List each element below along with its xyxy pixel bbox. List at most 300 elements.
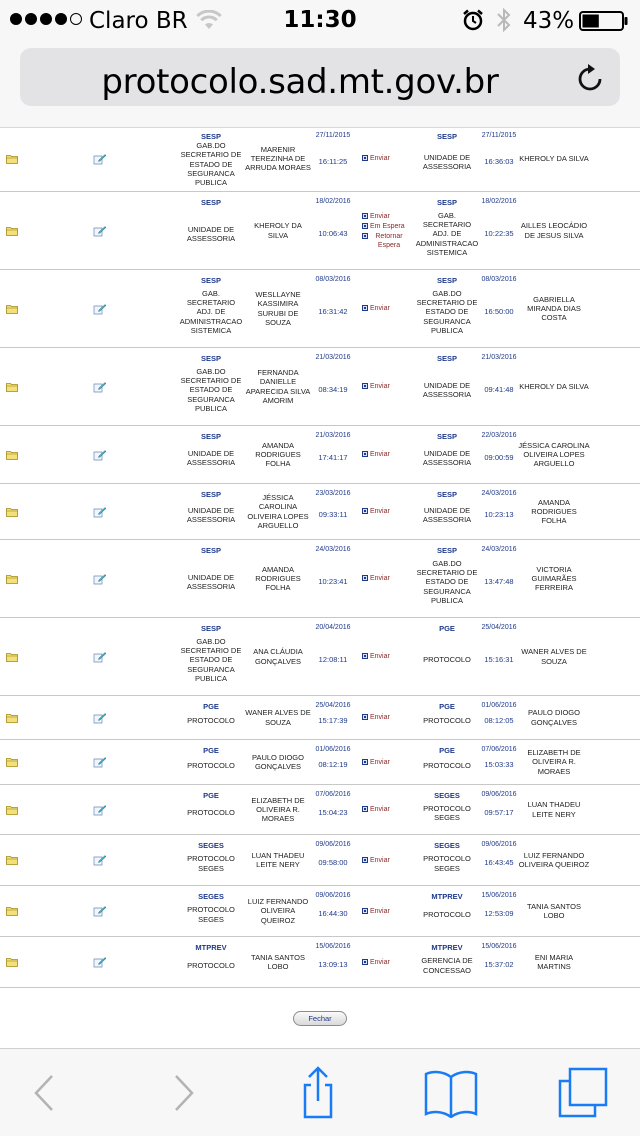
folder-icon[interactable] bbox=[6, 450, 18, 460]
destination-org-cell bbox=[414, 937, 480, 987]
edit-button[interactable] bbox=[88, 937, 112, 987]
origin-org-code: SEGES bbox=[198, 841, 224, 850]
edit-button[interactable] bbox=[88, 785, 112, 834]
edit-button[interactable] bbox=[88, 740, 112, 784]
destination-date: 24/03/2016 bbox=[481, 490, 517, 497]
actions-cell bbox=[362, 540, 412, 617]
destination-user-cell bbox=[518, 618, 590, 695]
origin-org-code: SESP bbox=[200, 546, 221, 555]
origin-time: 09:58:00 bbox=[318, 858, 348, 867]
action-checkbox-icon[interactable] bbox=[362, 155, 368, 161]
edit-icon[interactable] bbox=[93, 381, 107, 393]
origin-org-code: PGE bbox=[203, 702, 219, 711]
bookmarks-icon bbox=[423, 1068, 479, 1118]
table-row bbox=[0, 618, 640, 696]
origin-org-cell bbox=[178, 484, 244, 539]
destination-user-name: VICTORIA GUIMARÃES FERREIRA bbox=[531, 564, 577, 593]
destination-org-name: UNIDADE DE ASSESSORIA bbox=[422, 505, 472, 524]
edit-button[interactable] bbox=[88, 426, 112, 483]
destination-time: 16:36:03 bbox=[484, 156, 514, 166]
origin-date: 20/04/2016 bbox=[315, 624, 351, 631]
open-folder-button[interactable] bbox=[2, 192, 22, 269]
folder-icon[interactable] bbox=[6, 906, 18, 916]
origin-user-cell bbox=[244, 540, 312, 617]
open-folder-button[interactable] bbox=[2, 740, 22, 784]
edit-button[interactable] bbox=[88, 886, 112, 936]
action-checkbox-icon[interactable] bbox=[362, 908, 368, 914]
destination-org-name: PROTOCOLO bbox=[423, 760, 471, 770]
destination-datetime-cell bbox=[478, 348, 520, 425]
protocol-history-table bbox=[0, 128, 640, 1048]
action-checkbox-icon[interactable] bbox=[362, 233, 368, 239]
destination-org-name: UNIDADE DE ASSESSORIA bbox=[422, 448, 472, 467]
open-folder-button[interactable] bbox=[2, 540, 22, 617]
url-text[interactable]: protocolo.sad.mt.gov.br bbox=[101, 62, 499, 102]
origin-org-name: UNIDADE DE ASSESSORIA bbox=[186, 572, 236, 591]
origin-time: 16:11:25 bbox=[318, 156, 348, 166]
action-link[interactable]: Enviar bbox=[362, 304, 390, 313]
destination-datetime-cell bbox=[478, 426, 520, 483]
origin-user-cell bbox=[244, 937, 312, 987]
action-link[interactable]: Enviar bbox=[362, 856, 390, 865]
table-row bbox=[0, 937, 640, 988]
destination-datetime-cell bbox=[478, 696, 520, 739]
origin-org-cell bbox=[178, 348, 244, 425]
destination-date: 22/03/2016 bbox=[481, 432, 517, 439]
destination-org-name: PROTOCOLO bbox=[423, 655, 471, 665]
origin-datetime-cell bbox=[310, 937, 356, 987]
table-row bbox=[0, 740, 640, 785]
origin-org-code: SESP bbox=[200, 132, 221, 141]
destination-datetime-cell bbox=[478, 835, 520, 885]
origin-user-cell bbox=[244, 886, 312, 936]
action-checkbox-icon[interactable] bbox=[362, 305, 368, 311]
destination-user-name: TANIA SANTOS LOBO bbox=[527, 901, 581, 920]
origin-org-name: PROTOCOLO bbox=[187, 960, 235, 970]
actions-cell bbox=[362, 128, 412, 191]
origin-org-name: PROTOCOLO bbox=[187, 716, 235, 726]
origin-datetime-cell bbox=[310, 835, 356, 885]
action-link[interactable]: Enviar bbox=[362, 507, 390, 516]
origin-datetime-cell bbox=[310, 618, 356, 695]
destination-org-cell bbox=[414, 192, 480, 269]
destination-datetime-cell bbox=[478, 785, 520, 834]
destination-user-name: AILLES LEOCÁDIO DE JESUS SILVA bbox=[520, 221, 588, 240]
origin-date: 18/02/2016 bbox=[315, 198, 351, 205]
origin-time: 09:33:11 bbox=[318, 509, 348, 519]
edit-icon[interactable] bbox=[93, 756, 107, 768]
action-link[interactable]: Enviar bbox=[362, 958, 390, 967]
destination-time: 15:37:02 bbox=[484, 960, 514, 969]
destination-user-name: JÉSSICA CAROLINA OLIVEIRA LOPES ARGUELLO bbox=[518, 440, 590, 469]
origin-date: 08/03/2016 bbox=[315, 276, 351, 283]
destination-time: 15:16:31 bbox=[484, 654, 514, 664]
action-checkbox-icon[interactable] bbox=[362, 759, 368, 765]
origin-user-name: ANA CLÁUDIA GONÇALVES bbox=[253, 647, 303, 666]
folder-icon[interactable] bbox=[6, 154, 18, 164]
origin-org-name: PROTOCOLO bbox=[187, 808, 235, 818]
destination-datetime-cell bbox=[478, 886, 520, 936]
origin-datetime-cell bbox=[310, 696, 356, 739]
destination-org-code: MTPREV bbox=[431, 892, 463, 901]
page-content bbox=[0, 128, 640, 1048]
browser-address-bar bbox=[0, 40, 640, 128]
edit-icon[interactable] bbox=[93, 506, 107, 518]
destination-user-cell bbox=[518, 270, 590, 347]
destination-org-code: SESP bbox=[436, 354, 457, 363]
origin-org-cell bbox=[178, 128, 244, 191]
url-field[interactable] bbox=[20, 48, 620, 106]
destination-user-cell bbox=[518, 348, 590, 425]
origin-time: 15:17:39 bbox=[318, 715, 348, 725]
action-link[interactable]: Enviar bbox=[362, 154, 390, 163]
origin-org-name: GAB.DO SECRETARIO DE ESTADO DE SEGURANCA PUBLICA bbox=[180, 366, 242, 413]
destination-datetime-cell bbox=[478, 128, 520, 191]
actions-cell bbox=[362, 740, 412, 784]
table-footer bbox=[0, 988, 640, 1048]
origin-user-cell bbox=[244, 270, 312, 347]
bluetooth-icon bbox=[496, 7, 512, 33]
origin-date: 15/06/2016 bbox=[315, 943, 351, 950]
destination-datetime-cell bbox=[478, 540, 520, 617]
destination-time: 09:00:59 bbox=[484, 452, 514, 462]
action-link[interactable]: Enviar bbox=[362, 652, 390, 661]
origin-org-name: GAB.DO SECRETARIO DE ESTADO DE SEGURANCA PUBLICA bbox=[180, 636, 242, 683]
origin-user-cell bbox=[244, 348, 312, 425]
origin-datetime-cell bbox=[310, 426, 356, 483]
origin-org-name: UNIDADE DE ASSESSORIA bbox=[186, 224, 236, 243]
destination-datetime-cell bbox=[478, 192, 520, 269]
destination-org-cell bbox=[414, 696, 480, 739]
destination-datetime-cell bbox=[478, 618, 520, 695]
destination-org-cell bbox=[414, 835, 480, 885]
table-row bbox=[0, 835, 640, 886]
actions-cell bbox=[362, 835, 412, 885]
origin-org-cell bbox=[178, 937, 244, 987]
open-folder-button[interactable] bbox=[2, 618, 22, 695]
edit-icon[interactable] bbox=[93, 804, 107, 816]
origin-org-cell bbox=[178, 785, 244, 834]
destination-time: 08:12:05 bbox=[484, 715, 514, 725]
origin-user-cell bbox=[244, 740, 312, 784]
origin-date: 23/03/2016 bbox=[315, 490, 351, 497]
origin-user-name: LUIZ FERNANDO OLIVEIRA QUEIROZ bbox=[247, 897, 309, 925]
destination-time: 16:43:45 bbox=[484, 858, 514, 867]
destination-time: 09:41:48 bbox=[484, 384, 514, 394]
destination-date: 25/04/2016 bbox=[481, 624, 517, 631]
destination-date: 07/06/2016 bbox=[481, 746, 517, 753]
origin-time: 08:12:19 bbox=[318, 760, 348, 769]
origin-org-name: UNIDADE DE ASSESSORIA bbox=[186, 448, 236, 467]
origin-org-code: SESP bbox=[200, 432, 221, 441]
destination-date: 09/06/2016 bbox=[481, 791, 517, 798]
table-row bbox=[0, 540, 640, 618]
edit-icon[interactable] bbox=[93, 573, 107, 585]
origin-org-cell bbox=[178, 740, 244, 784]
origin-user-cell bbox=[244, 192, 312, 269]
origin-date: 01/06/2016 bbox=[315, 746, 351, 753]
destination-org-cell bbox=[414, 540, 480, 617]
open-folder-button[interactable] bbox=[2, 128, 22, 191]
origin-user-cell bbox=[244, 696, 312, 739]
open-folder-button[interactable] bbox=[2, 886, 22, 936]
edit-button[interactable] bbox=[88, 540, 112, 617]
origin-user-name: FERNANDA DANIELLE APARECIDA SILVA AMORIM bbox=[245, 367, 311, 405]
edit-icon[interactable] bbox=[93, 449, 107, 461]
action-link[interactable]: Enviar bbox=[362, 212, 408, 221]
edit-button[interactable] bbox=[88, 835, 112, 885]
origin-datetime-cell bbox=[310, 270, 356, 347]
share-icon bbox=[297, 1065, 339, 1121]
destination-org-code: SESP bbox=[436, 490, 457, 499]
destination-date: 27/11/2015 bbox=[481, 132, 517, 139]
destination-org-name: PROTOCOLO SEGES bbox=[423, 803, 471, 822]
destination-org-name: GAB.DO SECRETARIO DE ESTADO DE SEGURANCA PUBLICA bbox=[416, 558, 478, 605]
destination-org-cell bbox=[414, 484, 480, 539]
edit-icon[interactable] bbox=[93, 905, 107, 917]
edit-icon[interactable] bbox=[93, 956, 107, 968]
origin-time: 16:44:30 bbox=[318, 909, 348, 918]
open-folder-button[interactable] bbox=[2, 426, 22, 483]
action-link[interactable]: Retornar Espera bbox=[362, 232, 408, 250]
actions-cell bbox=[362, 618, 412, 695]
destination-user-cell bbox=[518, 886, 590, 936]
origin-org-code: SESP bbox=[200, 276, 221, 285]
origin-user-cell bbox=[244, 128, 312, 191]
reload-icon[interactable] bbox=[576, 62, 606, 94]
edit-icon[interactable] bbox=[93, 303, 107, 315]
browser-toolbar bbox=[0, 1048, 640, 1136]
origin-user-name: AMANDA RODRIGUES FOLHA bbox=[255, 440, 301, 469]
open-folder-button[interactable] bbox=[2, 696, 22, 739]
action-link[interactable]: Enviar bbox=[362, 758, 390, 767]
folder-icon[interactable] bbox=[6, 757, 18, 767]
origin-date: 21/03/2016 bbox=[315, 354, 351, 361]
destination-date: 18/02/2016 bbox=[481, 198, 517, 205]
action-checkbox-icon[interactable] bbox=[362, 213, 368, 219]
destination-org-name: PROTOCOLO bbox=[423, 716, 471, 726]
origin-user-name: WESLLAYNE KASSIMIRA SURUBI DE SOUZA bbox=[255, 289, 301, 327]
status-bar bbox=[0, 0, 640, 40]
destination-user-name: AMANDA RODRIGUES FOLHA bbox=[531, 497, 577, 526]
back-button[interactable] bbox=[20, 1049, 68, 1136]
edit-button[interactable] bbox=[88, 484, 112, 539]
destination-date: 15/06/2016 bbox=[481, 892, 517, 899]
destination-org-code: SESP bbox=[436, 546, 457, 555]
battery-icon bbox=[579, 11, 629, 31]
origin-datetime-cell bbox=[310, 785, 356, 834]
origin-date: 25/04/2016 bbox=[315, 702, 351, 709]
action-link[interactable]: Enviar bbox=[362, 713, 390, 722]
destination-org-code: PGE bbox=[439, 746, 455, 755]
destination-user-name: ELIZABETH DE OLIVEIRA R. MORAES bbox=[527, 748, 581, 776]
destination-datetime-cell bbox=[478, 484, 520, 539]
action-link[interactable]: Enviar bbox=[362, 907, 390, 916]
destination-user-cell bbox=[518, 937, 590, 987]
actions-cell bbox=[362, 886, 412, 936]
action-checkbox-icon[interactable] bbox=[362, 508, 368, 514]
open-folder-button[interactable] bbox=[2, 937, 22, 987]
folder-icon[interactable] bbox=[6, 304, 18, 314]
destination-user-name: LUAN THADEU LEITE NERY bbox=[527, 800, 581, 819]
edit-icon[interactable] bbox=[93, 225, 107, 237]
destination-time: 10:23:13 bbox=[484, 509, 514, 519]
table-row bbox=[0, 484, 640, 540]
origin-org-code: SESP bbox=[200, 490, 221, 499]
edit-button[interactable] bbox=[88, 348, 112, 425]
action-link[interactable]: Enviar bbox=[362, 805, 390, 814]
edit-button[interactable] bbox=[88, 696, 112, 739]
folder-icon[interactable] bbox=[6, 652, 18, 662]
share-button[interactable] bbox=[292, 1049, 344, 1136]
origin-date: 24/03/2016 bbox=[315, 546, 351, 553]
forward-button[interactable] bbox=[160, 1049, 208, 1136]
origin-datetime-cell bbox=[310, 540, 356, 617]
open-folder-button[interactable] bbox=[2, 270, 22, 347]
origin-time: 13:09:13 bbox=[318, 960, 348, 969]
origin-datetime-cell bbox=[310, 348, 356, 425]
destination-user-cell bbox=[518, 192, 590, 269]
origin-time: 10:06:43 bbox=[318, 228, 348, 238]
destination-user-cell bbox=[518, 540, 590, 617]
origin-user-cell bbox=[244, 484, 312, 539]
origin-org-code: SESP bbox=[200, 354, 221, 363]
action-checkbox-icon[interactable] bbox=[362, 714, 368, 720]
origin-user-cell bbox=[244, 835, 312, 885]
tabs-icon bbox=[556, 1066, 610, 1120]
destination-org-cell bbox=[414, 128, 480, 191]
action-link[interactable]: Em Espera bbox=[362, 222, 408, 231]
origin-time: 12:08:11 bbox=[318, 654, 348, 664]
destination-datetime-cell bbox=[478, 270, 520, 347]
origin-user-name: WANER ALVES DE SOUZA bbox=[245, 708, 311, 727]
destination-org-code: SEGES bbox=[434, 841, 460, 850]
edit-button[interactable] bbox=[88, 270, 112, 347]
origin-time: 10:23:41 bbox=[318, 576, 348, 586]
destination-org-code: SESP bbox=[436, 432, 457, 441]
destination-org-name: PROTOCOLO bbox=[423, 909, 471, 919]
tabs-button[interactable] bbox=[552, 1049, 614, 1136]
clock: 11:30 bbox=[283, 7, 357, 33]
origin-org-code: MTPREV bbox=[195, 943, 227, 952]
edit-icon[interactable] bbox=[93, 712, 107, 724]
alarm-icon bbox=[462, 9, 484, 31]
destination-user-cell bbox=[518, 740, 590, 784]
open-folder-button[interactable] bbox=[2, 785, 22, 834]
origin-time: 08:34:19 bbox=[318, 384, 348, 394]
origin-datetime-cell bbox=[310, 484, 356, 539]
action-checkbox-icon[interactable] bbox=[362, 575, 368, 581]
destination-user-cell bbox=[518, 696, 590, 739]
folder-icon[interactable] bbox=[6, 855, 18, 865]
action-checkbox-icon[interactable] bbox=[362, 857, 368, 863]
origin-datetime-cell bbox=[310, 740, 356, 784]
origin-user-cell bbox=[244, 426, 312, 483]
destination-org-name: GAB.DO SECRETARIO DE ESTADO DE SEGURANCA PUBLICA bbox=[416, 288, 478, 335]
origin-org-name: PROTOCOLO SEGES bbox=[187, 854, 235, 873]
origin-time: 17:41:17 bbox=[318, 452, 348, 462]
folder-icon[interactable] bbox=[6, 574, 18, 584]
destination-user-cell bbox=[518, 484, 590, 539]
table-row bbox=[0, 785, 640, 835]
destination-user-name: KHEROLY DA SILVA bbox=[519, 153, 589, 163]
open-folder-button[interactable] bbox=[2, 348, 22, 425]
edit-button[interactable] bbox=[88, 192, 112, 269]
table-row bbox=[0, 348, 640, 426]
destination-datetime-cell bbox=[478, 740, 520, 784]
action-link[interactable]: Enviar bbox=[362, 382, 390, 391]
edit-button[interactable] bbox=[88, 128, 112, 191]
actions-cell bbox=[362, 192, 412, 269]
origin-org-code: PGE bbox=[203, 746, 219, 755]
action-link[interactable]: Enviar bbox=[362, 450, 390, 459]
origin-user-name: ELIZABETH DE OLIVEIRA R. MORAES bbox=[251, 795, 305, 824]
folder-icon[interactable] bbox=[6, 957, 18, 967]
destination-org-cell bbox=[414, 785, 480, 834]
origin-org-code: SESP bbox=[200, 198, 221, 207]
destination-user-cell bbox=[518, 128, 590, 191]
destination-date: 24/03/2016 bbox=[481, 546, 517, 553]
carrier-name: Claro BR bbox=[89, 8, 188, 34]
origin-user-name: JÉSSICA CAROLINA OLIVEIRA LOPES ARGUELLO bbox=[247, 492, 309, 530]
open-folder-button[interactable] bbox=[2, 484, 22, 539]
origin-org-cell bbox=[178, 270, 244, 347]
close-button[interactable]: Fechar bbox=[293, 1011, 346, 1026]
edit-icon[interactable] bbox=[93, 651, 107, 663]
action-checkbox-icon[interactable] bbox=[362, 653, 368, 659]
destination-org-cell bbox=[414, 618, 480, 695]
destination-time: 09:57:17 bbox=[484, 807, 514, 817]
open-folder-button[interactable] bbox=[2, 835, 22, 885]
action-checkbox-icon[interactable] bbox=[362, 959, 368, 965]
action-link[interactable]: Enviar bbox=[362, 574, 390, 583]
origin-datetime-cell bbox=[310, 192, 356, 269]
edit-icon[interactable] bbox=[93, 153, 107, 165]
edit-button[interactable] bbox=[88, 618, 112, 695]
destination-user-cell bbox=[518, 785, 590, 834]
folder-icon[interactable] bbox=[6, 382, 18, 392]
origin-org-cell bbox=[178, 835, 244, 885]
folder-icon[interactable] bbox=[6, 507, 18, 517]
action-checkbox-icon[interactable] bbox=[362, 451, 368, 457]
origin-user-name: AMANDA RODRIGUES FOLHA bbox=[255, 564, 301, 593]
origin-org-cell bbox=[178, 540, 244, 617]
destination-user-name: KHEROLY DA SILVA bbox=[519, 381, 589, 391]
origin-org-cell bbox=[178, 426, 244, 483]
destination-date: 15/06/2016 bbox=[481, 943, 517, 950]
destination-org-code: PGE bbox=[439, 624, 455, 633]
destination-time: 15:03:33 bbox=[484, 760, 514, 769]
folder-icon[interactable] bbox=[6, 805, 18, 815]
table-row bbox=[0, 192, 640, 270]
origin-date: 07/06/2016 bbox=[315, 791, 351, 798]
action-checkbox-icon[interactable] bbox=[362, 806, 368, 812]
table-row bbox=[0, 886, 640, 937]
destination-time: 10:22:35 bbox=[484, 228, 514, 238]
edit-icon[interactable] bbox=[93, 854, 107, 866]
origin-user-name: KHEROLY DA SILVA bbox=[254, 221, 302, 240]
destination-org-code: MTPREV bbox=[431, 943, 463, 952]
destination-org-cell bbox=[414, 270, 480, 347]
action-checkbox-icon[interactable] bbox=[362, 223, 368, 229]
destination-org-cell bbox=[414, 348, 480, 425]
folder-icon[interactable] bbox=[6, 226, 18, 236]
origin-org-code: SESP bbox=[200, 624, 221, 633]
bookmarks-button[interactable] bbox=[420, 1049, 482, 1136]
action-checkbox-icon[interactable] bbox=[362, 383, 368, 389]
folder-icon[interactable] bbox=[6, 713, 18, 723]
destination-user-name: LUIZ FERNANDO OLIVEIRA QUEIROZ bbox=[518, 850, 590, 869]
